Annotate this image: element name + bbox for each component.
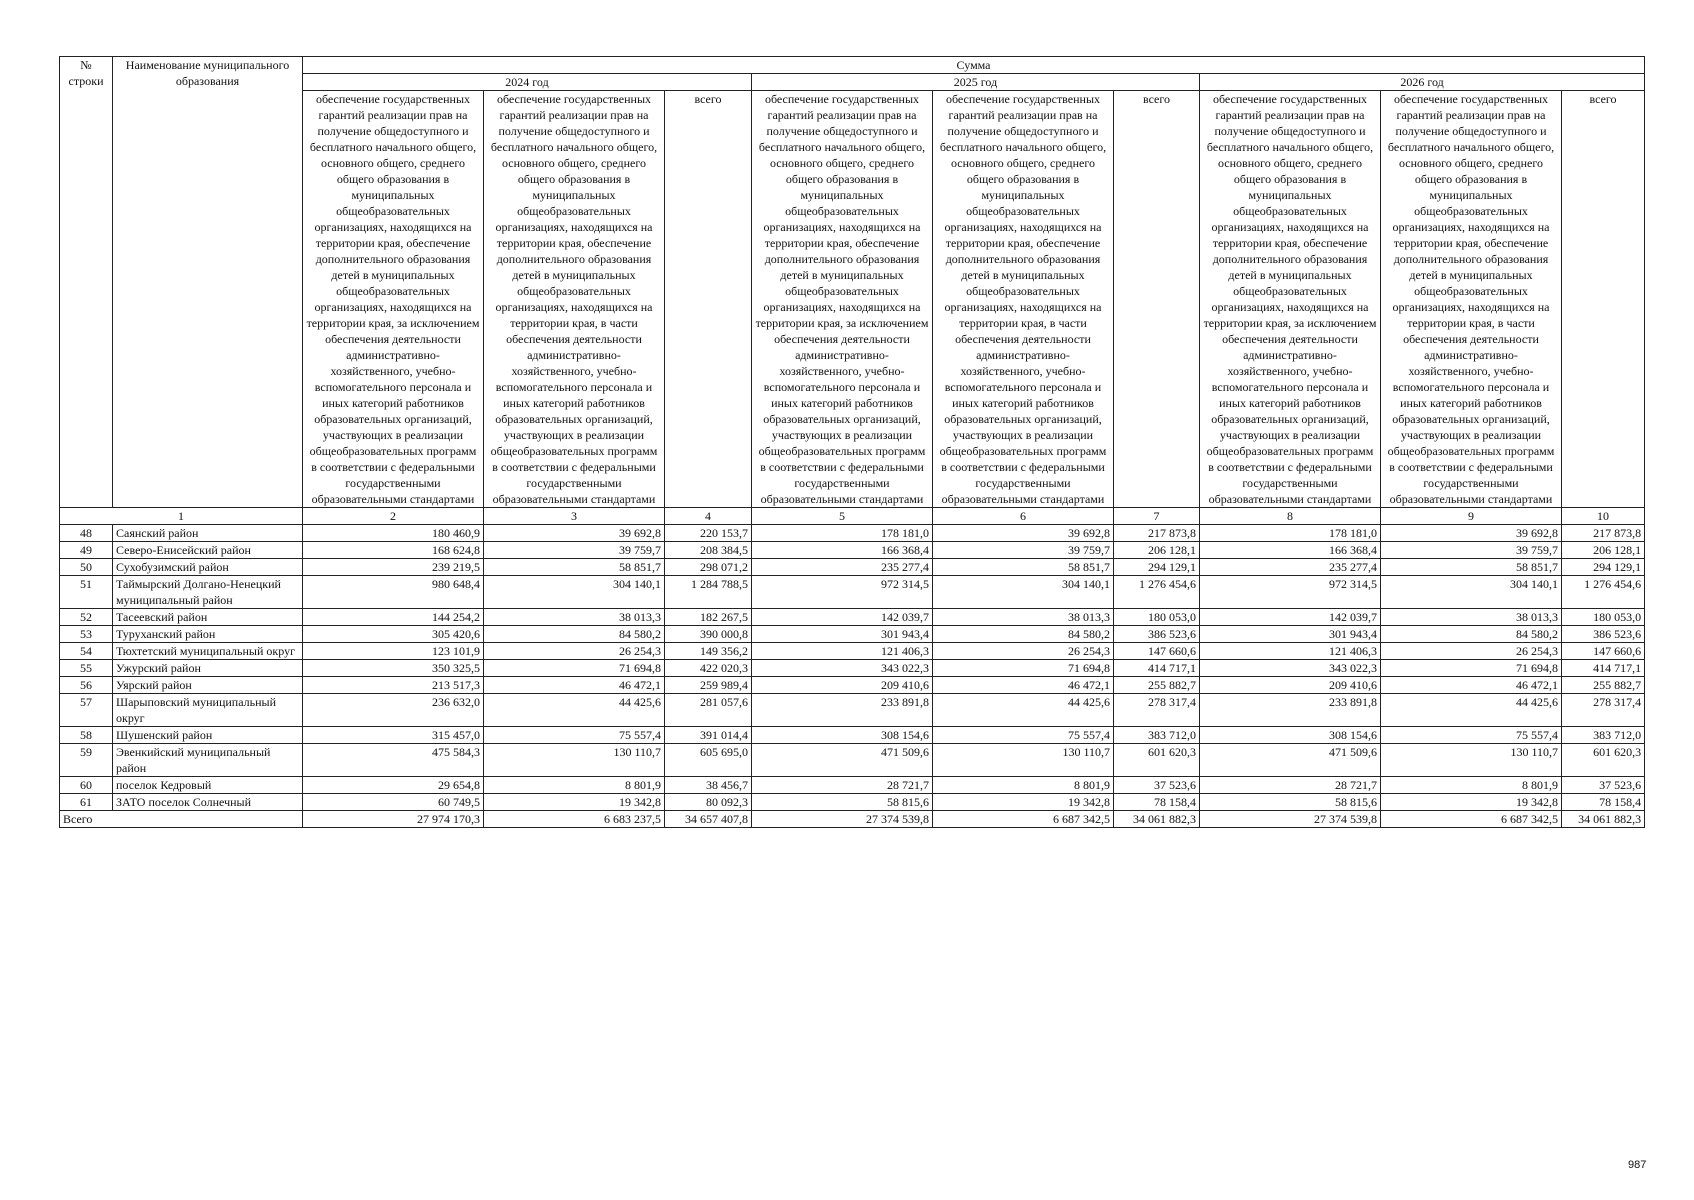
amount-cell: 39 759,7	[1381, 542, 1562, 559]
col-number: 8	[1200, 508, 1381, 525]
amount-cell: 305 420,6	[303, 626, 484, 643]
amount-cell: 213 517,3	[303, 677, 484, 694]
row-number: 60	[60, 777, 113, 794]
page-number: 987	[1628, 1159, 1647, 1171]
amount-cell: 386 523,6	[1562, 626, 1645, 643]
table-row	[60, 626, 1645, 643]
row-number: 58	[60, 727, 113, 744]
row-number: 55	[60, 660, 113, 677]
amount-cell: 383 712,0	[1114, 727, 1200, 744]
year-2025-header: 2025 год	[752, 74, 1200, 91]
total-label: Всего	[60, 811, 303, 828]
amount-cell: 8 801,9	[933, 777, 1114, 794]
amount-cell: 38 456,7	[665, 777, 752, 794]
amount-cell: 383 712,0	[1562, 727, 1645, 744]
amount-cell: 26 254,3	[484, 643, 665, 660]
amount-cell: 168 624,8	[303, 542, 484, 559]
amount-cell: 414 717,1	[1562, 660, 1645, 677]
amount-cell: 84 580,2	[933, 626, 1114, 643]
amount-cell: 8 801,9	[484, 777, 665, 794]
amount-cell: 294 129,1	[1114, 559, 1200, 576]
table-row	[60, 559, 1645, 576]
amount-cell: 46 472,1	[1381, 677, 1562, 694]
col-number: 5	[752, 508, 933, 525]
amount-cell: 217 873,8	[1562, 525, 1645, 542]
row-number: 50	[60, 559, 113, 576]
year-2026-header: 2026 год	[1200, 74, 1645, 91]
amount-cell: 255 882,7	[1114, 677, 1200, 694]
amount-cell: 46 472,1	[484, 677, 665, 694]
municipality-name: Шушенский район	[113, 727, 303, 744]
municipality-name-header: Наименование муниципального образования	[113, 57, 303, 508]
amount-cell: 304 140,1	[484, 576, 665, 609]
amount-cell: 235 277,4	[752, 559, 933, 576]
row-number: 51	[60, 576, 113, 609]
amount-cell: 39 759,7	[933, 542, 1114, 559]
municipality-name: Северо-Енисейский район	[113, 542, 303, 559]
amount-cell: 142 039,7	[1200, 609, 1381, 626]
amount-cell: 75 557,4	[933, 727, 1114, 744]
municipality-name: Саянский район	[113, 525, 303, 542]
amount-cell: 149 356,2	[665, 643, 752, 660]
table-body	[60, 525, 1645, 811]
total-value: 34 061 882,3	[1562, 811, 1645, 828]
municipality-name: Тюхтетский муниципальный округ	[113, 643, 303, 660]
amount-cell: 39 692,8	[484, 525, 665, 542]
amount-cell: 58 851,7	[933, 559, 1114, 576]
col-2025-guarantees-header: обеспечение государственных гарантий реализации прав на получение общедоступного и бесплатного начального общего, основного общего, среднего общего образования в муниципальных общеобразовательных организациях, находящихся на территории края, обеспечение дополнительного образования детей в муниципальных общеобразовательных организациях, находящихся на территории края, за исключением обеспечения деятельности административно-хозяйственного, учебно-вспомогательного персонала и иных категорий работников образовательных организаций, участвующих в реализации общеобразовательных программ в соответствии с федеральными государственными образовательными стандартами	[752, 91, 933, 508]
total-value: 27 974 170,3	[303, 811, 484, 828]
municipality-name: Уярский район	[113, 677, 303, 694]
amount-cell: 144 254,2	[303, 609, 484, 626]
total-value: 6 687 342,5	[1381, 811, 1562, 828]
municipality-name: Тасеевский район	[113, 609, 303, 626]
amount-cell: 343 022,3	[1200, 660, 1381, 677]
amount-cell: 80 092,3	[665, 794, 752, 811]
col-number: 10	[1562, 508, 1645, 525]
amount-cell: 142 039,7	[752, 609, 933, 626]
col-2026-total-header: всего	[1562, 91, 1645, 508]
amount-cell: 44 425,6	[1381, 694, 1562, 727]
total-value: 27 374 539,8	[752, 811, 933, 828]
amount-cell: 972 314,5	[752, 576, 933, 609]
table-row	[60, 677, 1645, 694]
amount-cell: 308 154,6	[752, 727, 933, 744]
table-row	[60, 777, 1645, 794]
amount-cell: 180 460,9	[303, 525, 484, 542]
amount-cell: 29 654,8	[303, 777, 484, 794]
municipality-name: ЗАТО поселок Солнечный	[113, 794, 303, 811]
amount-cell: 301 943,4	[752, 626, 933, 643]
amount-cell: 19 342,8	[933, 794, 1114, 811]
amount-cell: 8 801,9	[1381, 777, 1562, 794]
row-number: 61	[60, 794, 113, 811]
col-number: 9	[1381, 508, 1562, 525]
total-value: 34 061 882,3	[1114, 811, 1200, 828]
amount-cell: 278 317,4	[1562, 694, 1645, 727]
table-row	[60, 794, 1645, 811]
amount-cell: 259 989,4	[665, 677, 752, 694]
amount-cell: 298 071,2	[665, 559, 752, 576]
amount-cell: 233 891,8	[752, 694, 933, 727]
amount-cell: 178 181,0	[1200, 525, 1381, 542]
amount-cell: 26 254,3	[933, 643, 1114, 660]
amount-cell: 239 219,5	[303, 559, 484, 576]
amount-cell: 206 128,1	[1562, 542, 1645, 559]
col-number: 6	[933, 508, 1114, 525]
amount-cell: 294 129,1	[1562, 559, 1645, 576]
amount-cell: 26 254,3	[1381, 643, 1562, 660]
amount-cell: 208 384,5	[665, 542, 752, 559]
total-row	[60, 811, 1645, 828]
amount-cell: 414 717,1	[1114, 660, 1200, 677]
amount-cell: 1 276 454,6	[1114, 576, 1200, 609]
amount-cell: 71 694,8	[1381, 660, 1562, 677]
table-row	[60, 643, 1645, 660]
amount-cell: 166 368,4	[752, 542, 933, 559]
amount-cell: 130 110,7	[484, 744, 665, 777]
amount-cell: 60 749,5	[303, 794, 484, 811]
municipality-name: Таймырский Долгано-Ненецкий муниципальный район	[113, 576, 303, 609]
amount-cell: 130 110,7	[1381, 744, 1562, 777]
amount-cell: 180 053,0	[1114, 609, 1200, 626]
amount-cell: 75 557,4	[484, 727, 665, 744]
amount-cell: 343 022,3	[752, 660, 933, 677]
amount-cell: 39 759,7	[484, 542, 665, 559]
amount-cell: 391 014,4	[665, 727, 752, 744]
row-number: 57	[60, 694, 113, 727]
year-2024-header: 2024 год	[303, 74, 752, 91]
total-value: 6 683 237,5	[484, 811, 665, 828]
col-2025-total-header: всего	[1114, 91, 1200, 508]
col-number: 2	[303, 508, 484, 525]
amount-cell: 46 472,1	[933, 677, 1114, 694]
municipality-name: Эвенкийский муниципальный район	[113, 744, 303, 777]
amount-cell: 182 267,5	[665, 609, 752, 626]
row-number: 52	[60, 609, 113, 626]
table-row	[60, 542, 1645, 559]
amount-cell: 235 277,4	[1200, 559, 1381, 576]
col-2024-support-staff-header: обеспечение государственных гарантий реализации прав на получение общедоступного и бесплатного начального общего, основного общего, среднего общего образования в муниципальных общеобразовательных организациях, находящихся на территории края, обеспечение дополнительного образования детей в муниципальных общеобразовательных организациях, находящихся на территории края, в части обеспечения деятельности административно-хозяйственного, учебно-вспомогательного персонала и иных категорий работников образовательных организаций, участвующих в реализации общеобразовательных программ в соответствии с федеральными государственными образовательными стандартами	[484, 91, 665, 508]
amount-cell: 28 721,7	[1200, 777, 1381, 794]
amount-cell: 180 053,0	[1562, 609, 1645, 626]
municipality-name: Сухобузимский район	[113, 559, 303, 576]
amount-cell: 44 425,6	[933, 694, 1114, 727]
amount-cell: 1 276 454,6	[1562, 576, 1645, 609]
row-number: 56	[60, 677, 113, 694]
amount-cell: 217 873,8	[1114, 525, 1200, 542]
amount-cell: 601 620,3	[1562, 744, 1645, 777]
col-2024-guarantees-header: обеспечение государственных гарантий реализации прав на получение общедоступного и бесплатного начального общего, основного общего, среднего общего образования в муниципальных общеобразовательных организациях, находящихся на территории края, обеспечение дополнительного образования детей в муниципальных общеобразовательных организациях, находящихся на территории края, за исключением обеспечения деятельности административно-хозяйственного, учебно-вспомогательного персонала и иных категорий работников образовательных организаций, участвующих в реализации общеобразовательных программ в соответствии с федеральными государственными образовательными стандартами	[303, 91, 484, 508]
col-number: 7	[1114, 508, 1200, 525]
amount-cell: 422 020,3	[665, 660, 752, 677]
table-row	[60, 576, 1645, 609]
col-number: 3	[484, 508, 665, 525]
amount-cell: 281 057,6	[665, 694, 752, 727]
table-row	[60, 609, 1645, 626]
municipality-name: Туруханский район	[113, 626, 303, 643]
amount-cell: 350 325,5	[303, 660, 484, 677]
amount-cell: 972 314,5	[1200, 576, 1381, 609]
amount-cell: 236 632,0	[303, 694, 484, 727]
amount-cell: 78 158,4	[1562, 794, 1645, 811]
col-2026-support-staff-header: обеспечение государственных гарантий реализации прав на получение общедоступного и бесплатного начального общего, основного общего, среднего общего образования в муниципальных общеобразовательных организациях, находящихся на территории края, обеспечение дополнительного образования детей в муниципальных общеобразовательных организациях, находящихся на территории края, в части обеспечения деятельности административно-хозяйственного, учебно-вспомогательного персонала и иных категорий работников образовательных организаций, участвующих в реализации общеобразовательных программ в соответствии с федеральными государственными образовательными стандартами	[1381, 91, 1562, 508]
col-2025-support-staff-header: обеспечение государственных гарантий реализации прав на получение общедоступного и бесплатного начального общего, основного общего, среднего общего образования в муниципальных общеобразовательных организациях, находящихся на территории края, обеспечение дополнительного образования детей в муниципальных общеобразовательных организациях, находящихся на территории края, в части обеспечения деятельности административно-хозяйственного, учебно-вспомогательного персонала и иных категорий работников образовательных организаций, участвующих в реализации общеобразовательных программ в соответствии с федеральными государственными образовательными стандартами	[933, 91, 1114, 508]
amount-cell: 58 815,6	[752, 794, 933, 811]
municipality-name: Шарыповский муниципальный округ	[113, 694, 303, 727]
amount-cell: 304 140,1	[933, 576, 1114, 609]
amount-cell: 386 523,6	[1114, 626, 1200, 643]
total-value: 34 657 407,8	[665, 811, 752, 828]
amount-cell: 71 694,8	[933, 660, 1114, 677]
amount-cell: 19 342,8	[1381, 794, 1562, 811]
amount-cell: 39 692,8	[1381, 525, 1562, 542]
amount-cell: 38 013,3	[933, 609, 1114, 626]
amount-cell: 39 692,8	[933, 525, 1114, 542]
amount-cell: 475 584,3	[303, 744, 484, 777]
amount-cell: 209 410,6	[1200, 677, 1381, 694]
amount-cell: 304 140,1	[1381, 576, 1562, 609]
amount-cell: 166 368,4	[1200, 542, 1381, 559]
amount-cell: 28 721,7	[752, 777, 933, 794]
amount-cell: 471 509,6	[752, 744, 933, 777]
amount-cell: 233 891,8	[1200, 694, 1381, 727]
row-number: 53	[60, 626, 113, 643]
amount-cell: 123 101,9	[303, 643, 484, 660]
table-row	[60, 744, 1645, 777]
row-number: 49	[60, 542, 113, 559]
row-number: 59	[60, 744, 113, 777]
amount-cell: 147 660,6	[1562, 643, 1645, 660]
amount-cell: 206 128,1	[1114, 542, 1200, 559]
amount-cell: 471 509,6	[1200, 744, 1381, 777]
amount-cell: 980 648,4	[303, 576, 484, 609]
amount-cell: 71 694,8	[484, 660, 665, 677]
col-2026-guarantees-header: обеспечение государственных гарантий реализации прав на получение общедоступного и бесплатного начального общего, основного общего, среднего общего образования в муниципальных общеобразовательных организациях, находящихся на территории края, обеспечение дополнительного образования детей в муниципальных общеобразовательных организациях, находящихся на территории края, за исключением обеспечения деятельности административно-хозяйственного, учебно-вспомогательного персонала и иных категорий работников образовательных организаций, участвующих в реализации общеобразовательных программ в соответствии с федеральными государственными образовательными стандартами	[1200, 91, 1381, 508]
amount-cell: 1 284 788,5	[665, 576, 752, 609]
amount-cell: 58 815,6	[1200, 794, 1381, 811]
municipality-name: поселок Кедровый	[113, 777, 303, 794]
amount-cell: 301 943,4	[1200, 626, 1381, 643]
row-number: 54	[60, 643, 113, 660]
amount-cell: 19 342,8	[484, 794, 665, 811]
budget-table	[59, 56, 1645, 828]
amount-cell: 255 882,7	[1562, 677, 1645, 694]
row-number: 48	[60, 525, 113, 542]
table-row	[60, 727, 1645, 744]
table-row	[60, 694, 1645, 727]
amount-cell: 390 000,8	[665, 626, 752, 643]
municipality-name: Ужурский район	[113, 660, 303, 677]
amount-cell: 601 620,3	[1114, 744, 1200, 777]
amount-cell: 147 660,6	[1114, 643, 1200, 660]
amount-cell: 121 406,3	[1200, 643, 1381, 660]
column-number-row	[60, 508, 1645, 525]
amount-cell: 78 158,4	[1114, 794, 1200, 811]
amount-cell: 209 410,6	[752, 677, 933, 694]
amount-cell: 58 851,7	[484, 559, 665, 576]
amount-cell: 84 580,2	[1381, 626, 1562, 643]
amount-cell: 44 425,6	[484, 694, 665, 727]
amount-cell: 308 154,6	[1200, 727, 1381, 744]
amount-cell: 58 851,7	[1381, 559, 1562, 576]
col-2024-total-header: всего	[665, 91, 752, 508]
row-number-header: № строки	[60, 57, 113, 508]
amount-cell: 38 013,3	[484, 609, 665, 626]
col-number: 1	[60, 508, 303, 525]
total-value: 6 687 342,5	[933, 811, 1114, 828]
sum-header: Сумма	[303, 57, 1645, 74]
amount-cell: 121 406,3	[752, 643, 933, 660]
total-value: 27 374 539,8	[1200, 811, 1381, 828]
amount-cell: 278 317,4	[1114, 694, 1200, 727]
amount-cell: 315 457,0	[303, 727, 484, 744]
amount-cell: 38 013,3	[1381, 609, 1562, 626]
col-number: 4	[665, 508, 752, 525]
amount-cell: 130 110,7	[933, 744, 1114, 777]
amount-cell: 220 153,7	[665, 525, 752, 542]
amount-cell: 75 557,4	[1381, 727, 1562, 744]
table-row	[60, 525, 1645, 542]
table-row	[60, 660, 1645, 677]
amount-cell: 605 695,0	[665, 744, 752, 777]
amount-cell: 84 580,2	[484, 626, 665, 643]
amount-cell: 37 523,6	[1114, 777, 1200, 794]
amount-cell: 37 523,6	[1562, 777, 1645, 794]
amount-cell: 178 181,0	[752, 525, 933, 542]
